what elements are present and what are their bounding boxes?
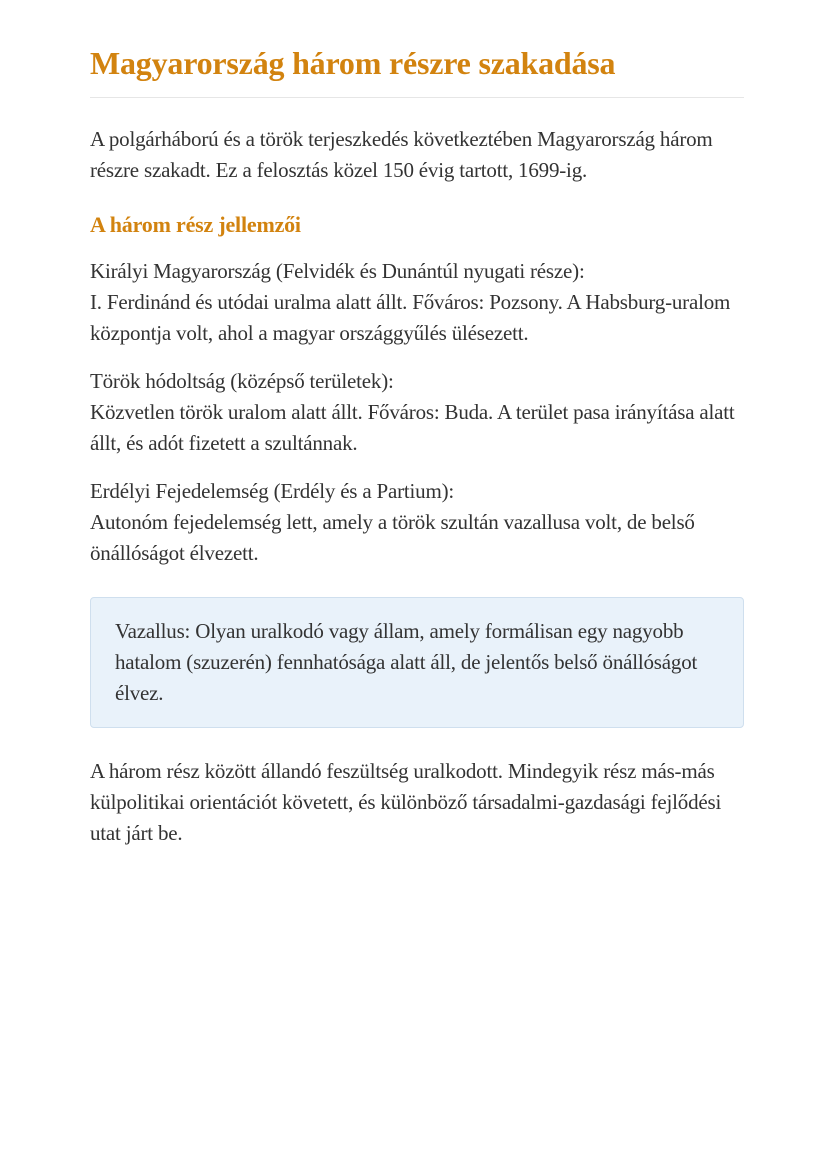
part-paragraph-erdelyi-fejedelemseg — [90, 476, 744, 569]
definition-box — [90, 597, 744, 728]
part-description: Közvetlen török uralom alatt állt. Főváros: Buda. A terület pasa irányítása alatt állt, és adót fizetett a szultánnak. — [90, 400, 735, 456]
part-paragraph-kiralyi-magyarorszag — [90, 256, 744, 349]
part-label: Török hódoltság (középső területek): — [90, 369, 394, 394]
section-heading: A három rész jellemzői — [90, 212, 301, 238]
document-content — [90, 0, 744, 849]
part-description: I. Ferdinánd és utódai uralma alatt állt. Főváros: Pozsony. A Habsburg-uralom központja volt, ahol a magyar országgyűlés ülésezett. — [90, 290, 731, 346]
definition-text: Vazallus: Olyan uralkodó vagy állam, amely formálisan egy nagyobb hatalom (szuzerén) fennhatósága alatt áll, de jelentős belső önállóságot élvez. — [115, 619, 698, 706]
part-label: Királyi Magyarország (Felvidék és Dunántúl nyugati része): — [90, 259, 585, 284]
part-description: Autonóm fejedelemség lett, amely a török szultán vazallusa volt, de belső önállóságot élvezett. — [90, 510, 695, 566]
title-divider — [90, 97, 744, 98]
part-paragraph-torok-hodoltsag — [90, 366, 744, 459]
intro-paragraph: A polgárháború és a török terjeszkedés következtében Magyarország három részre szakadt. Ez a felosztás közel 150 évig tartott, 1699-ig. — [90, 127, 713, 183]
part-label: Erdélyi Fejedelemség (Erdély és a Partium): — [90, 479, 455, 504]
closing-paragraph: A három rész között állandó feszültség uralkodott. Mindegyik rész más-más külpolitikai orientációt követett, és különböző társadalmi-gazdasági fejlődési utat járt be. — [90, 759, 722, 846]
page-title: Magyarország három részre szakadása — [90, 45, 616, 81]
